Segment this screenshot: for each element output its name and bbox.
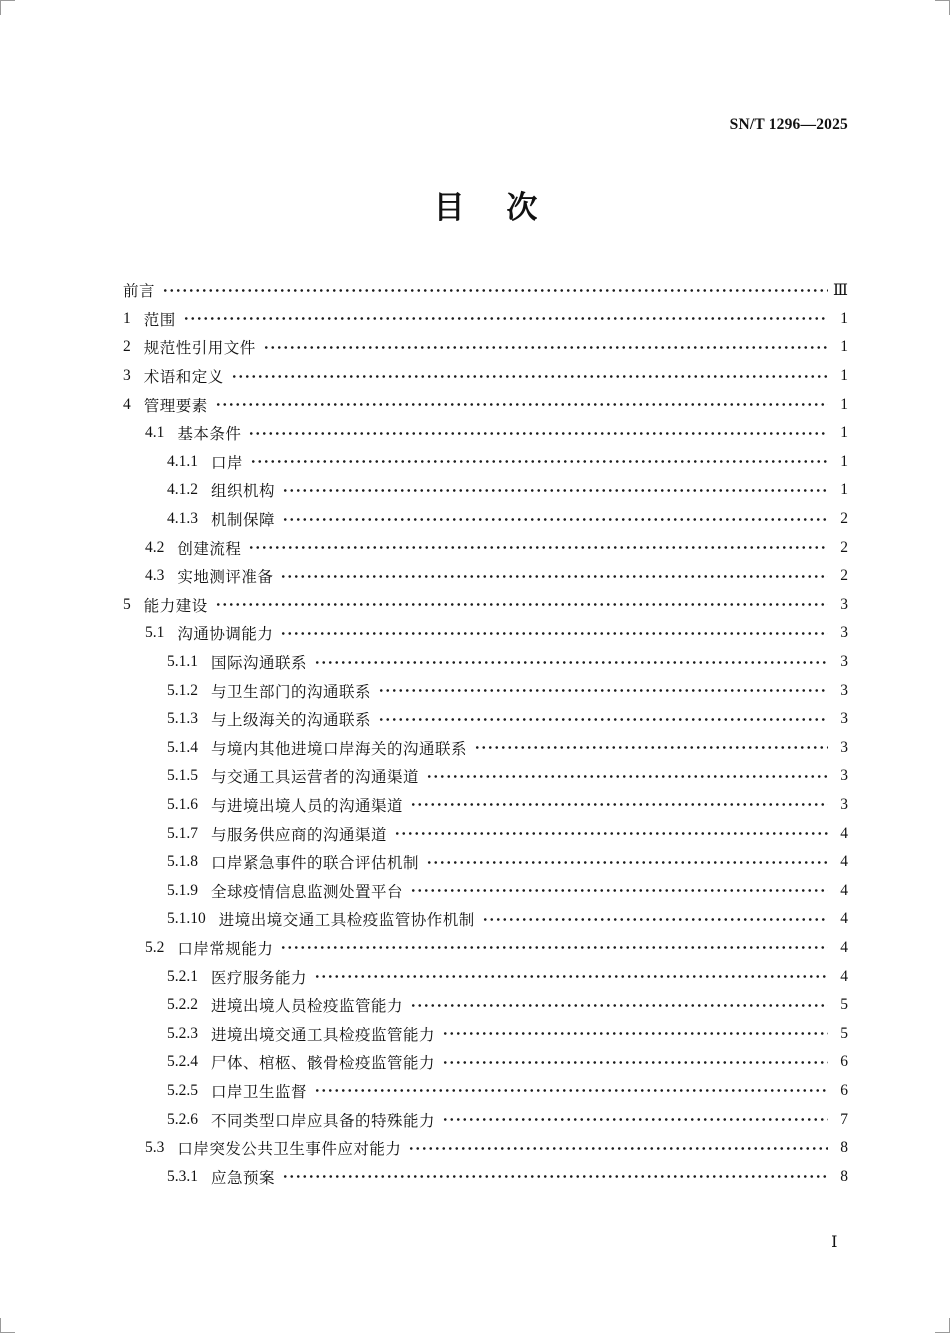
dot-leader (394, 826, 828, 841)
toc-entry-number: 2 (123, 338, 131, 356)
toc-entry-label: 与进境出境人员的沟通渠道 (211, 797, 404, 815)
corner-mark (935, 0, 950, 15)
toc-entry-label: 口岸常规能力 (177, 940, 274, 958)
dot-leader (410, 883, 828, 898)
dot-leader (280, 626, 828, 641)
toc-entry-number: 5.3.1 (167, 1167, 198, 1185)
dot-leader (482, 912, 828, 927)
toc-entry[interactable] (123, 848, 848, 877)
toc-entry-label: 口岸 (211, 454, 244, 472)
toc-entry-label: 口岸突发公共卫生事件应对能力 (177, 1141, 402, 1159)
toc-page-number: 3 (840, 710, 848, 728)
toc-entry-number: 5.3 (145, 1139, 165, 1157)
toc-entry-number: 5.2.3 (167, 1024, 198, 1042)
toc-entry[interactable] (123, 1077, 848, 1106)
dot-leader (282, 1169, 828, 1184)
toc-entry-number: 5.1.6 (167, 795, 198, 813)
dot-leader (378, 683, 828, 698)
toc-entry[interactable] (123, 1134, 848, 1163)
toc-entry-number: 5.2.4 (167, 1053, 198, 1071)
toc-entry-number: 5 (123, 595, 131, 613)
dot-leader (215, 597, 828, 612)
toc-page-number: 4 (840, 910, 848, 928)
toc-page-number: 1 (840, 481, 848, 499)
toc-page-number: 4 (840, 967, 848, 985)
dot-leader (410, 998, 828, 1013)
toc-entry-number: 3 (123, 367, 131, 385)
toc-page-number: 3 (840, 595, 848, 613)
dot-leader (314, 1083, 828, 1098)
dot-leader (410, 797, 828, 812)
page-title: 目次 (433, 190, 580, 225)
toc-entry[interactable] (123, 333, 848, 362)
toc-entry-number: 5.1 (145, 624, 165, 642)
toc-entry-number: 4.1.2 (167, 481, 198, 499)
dot-leader (314, 655, 828, 670)
dot-leader (314, 969, 828, 984)
toc-entry[interactable] (123, 533, 848, 562)
corner-mark (0, 0, 15, 15)
toc-entry-number: 1 (123, 309, 131, 327)
toc-entry-label: 国际沟通联系 (211, 655, 308, 673)
dot-leader (231, 369, 828, 384)
page-number: Ⅰ (831, 1234, 838, 1251)
toc-entry-number: 5.1.8 (167, 853, 198, 871)
toc-entry[interactable] (123, 791, 848, 820)
dot-leader (280, 940, 828, 955)
toc-entry-number: 5.1.1 (167, 653, 198, 671)
toc-entry-label: 口岸紧急事件的联合评估机制 (211, 855, 420, 873)
toc-page-number: 1 (840, 424, 848, 442)
toc-entry-label: 口岸卫生监督 (211, 1083, 308, 1101)
toc-page-number: 7 (840, 1110, 848, 1128)
toc-entry-number: 4.1.3 (167, 510, 198, 528)
toc-entry-number: 4.3 (145, 567, 165, 585)
toc-entry[interactable] (123, 619, 848, 648)
toc-entry-label: 组织机构 (211, 483, 276, 501)
toc-page-number: 4 (840, 853, 848, 871)
toc-entry-number: 5.1.3 (167, 710, 198, 728)
toc-page-number: 1 (840, 309, 848, 327)
toc-entry-number: 5.2.2 (167, 996, 198, 1014)
toc-entry[interactable] (123, 476, 848, 505)
toc-page-number: 3 (840, 767, 848, 785)
toc-page-number: 1 (840, 452, 848, 470)
toc-entry[interactable] (123, 390, 848, 419)
toc-entry-label: 尸体、棺柩、骸骨检疫监管能力 (211, 1055, 436, 1073)
toc-page-number: 6 (840, 1053, 848, 1071)
dot-leader (442, 1026, 828, 1041)
toc-entry-number: 5.1.9 (167, 881, 198, 899)
toc-entry-label: 医疗服务能力 (211, 969, 308, 987)
toc-entry-label: 与卫生部门的沟通联系 (211, 683, 372, 701)
dot-leader (248, 426, 828, 441)
toc-page-number: 3 (840, 624, 848, 642)
doc-number: SN/T 1296—2025 (729, 116, 848, 133)
toc-entry-number: 5.1.2 (167, 681, 198, 699)
toc-page-number: 3 (840, 681, 848, 699)
toc-entry[interactable] (123, 362, 848, 391)
dot-leader (378, 712, 828, 727)
toc-entry-label: 沟通协调能力 (177, 626, 274, 644)
toc-page-number: 3 (840, 795, 848, 813)
toc-entry-label: 不同类型口岸应具备的特殊能力 (211, 1112, 436, 1130)
toc-entry[interactable] (123, 448, 848, 477)
toc-entry-label: 术语和定义 (143, 369, 224, 387)
toc-entry-label: 进境出境交通工具检疫监管能力 (211, 1026, 436, 1044)
toc-entry[interactable] (123, 505, 848, 534)
toc-entry[interactable] (123, 1162, 848, 1191)
toc-entry-number: 5.2.6 (167, 1110, 198, 1128)
toc-entry-number: 5.2.5 (167, 1081, 198, 1099)
dot-leader (263, 340, 828, 355)
dot-leader (408, 1141, 828, 1156)
toc-page-number: 4 (840, 881, 848, 899)
toc-page-number: 1 (840, 367, 848, 385)
toc-entry[interactable] (123, 1105, 848, 1134)
toc-entry-number: 5.1.4 (167, 738, 198, 756)
toc-entry[interactable] (123, 562, 848, 591)
toc-entry-number: 5.1.5 (167, 767, 198, 785)
toc-entry[interactable] (123, 905, 848, 934)
toc-entry-number: 5.2.1 (167, 967, 198, 985)
toc-page-number: 6 (840, 1081, 848, 1099)
toc-entry-label: 范围 (143, 311, 176, 329)
corner-mark (0, 1318, 15, 1333)
dot-leader (474, 740, 828, 755)
toc-entry[interactable] (123, 305, 848, 334)
toc-entry-label: 规范性引用文件 (143, 340, 256, 358)
toc-entry-number: 5.1.7 (167, 824, 198, 842)
toc-entry-number: 5.1.10 (167, 910, 206, 928)
toc-page-number: 1 (840, 395, 848, 413)
toc-page-number: 1 (840, 338, 848, 356)
dot-leader (426, 855, 828, 870)
toc-entry[interactable] (123, 276, 848, 305)
toc-entry[interactable] (123, 648, 848, 677)
toc-page-number: 3 (840, 738, 848, 756)
toc-entry-label: 基本条件 (177, 426, 242, 444)
toc-entry-label: 能力建设 (143, 597, 208, 615)
toc-entry-label: 与交通工具运营者的沟通渠道 (211, 769, 420, 787)
toc-entry-label: 机制保障 (211, 512, 276, 530)
toc-page-number: Ⅲ (833, 281, 848, 299)
dot-leader (282, 512, 828, 527)
toc-entry[interactable] (123, 962, 848, 991)
toc-entry[interactable] (123, 1019, 848, 1048)
toc-entry[interactable] (123, 991, 848, 1020)
toc-entry-number: 4.1.1 (167, 452, 198, 470)
toc-entry-number: 4 (123, 395, 131, 413)
toc-entry[interactable] (123, 934, 848, 963)
toc-entry[interactable] (123, 819, 848, 848)
toc-page-number: 2 (840, 510, 848, 528)
toc-page-number: 5 (840, 996, 848, 1014)
toc-entry-label: 创建流程 (177, 540, 242, 558)
toc-page-number: 4 (840, 824, 848, 842)
dot-leader (426, 769, 828, 784)
toc-entry-label: 与服务供应商的沟通渠道 (211, 826, 388, 844)
toc-entry-label: 实地测评准备 (177, 569, 274, 587)
dot-leader (162, 283, 828, 298)
toc-page-number: 2 (840, 567, 848, 585)
dot-leader (248, 540, 828, 555)
toc-entry[interactable] (123, 676, 848, 705)
dot-leader (250, 454, 828, 469)
toc-entry-label: 应急预案 (211, 1169, 276, 1187)
dot-leader (282, 483, 828, 498)
toc-entry[interactable] (123, 762, 848, 791)
dot-leader (442, 1055, 828, 1070)
toc-page-number: 3 (840, 653, 848, 671)
toc-entry[interactable] (123, 705, 848, 734)
toc-page-number: 8 (840, 1139, 848, 1157)
toc-entry-label: 进境出境交通工具检疫监管协作机制 (218, 912, 475, 930)
toc-list (123, 276, 848, 1191)
dot-leader (183, 311, 828, 326)
dot-leader (442, 1112, 828, 1127)
corner-mark (935, 1318, 950, 1333)
toc-entry[interactable] (123, 1048, 848, 1077)
toc-entry-label: 前言 (123, 283, 156, 301)
dot-leader (215, 397, 828, 412)
toc-entry-number: 4.1 (145, 424, 165, 442)
toc-page-number: 4 (840, 938, 848, 956)
toc-entry-label: 与境内其他进境口岸海关的沟通联系 (211, 740, 468, 758)
toc-entry[interactable] (123, 419, 848, 448)
toc-page-number: 2 (840, 538, 848, 556)
toc-entry-number: 4.2 (145, 538, 165, 556)
dot-leader (280, 569, 828, 584)
toc-entry[interactable] (123, 591, 848, 620)
toc-page-number: 5 (840, 1024, 848, 1042)
toc-entry-label: 全球疫情信息监测处置平台 (211, 883, 404, 901)
toc-entry[interactable] (123, 734, 848, 763)
toc-entry-number: 5.2 (145, 938, 165, 956)
toc-entry-label: 管理要素 (143, 397, 208, 415)
toc-entry-label: 与上级海关的沟通联系 (211, 712, 372, 730)
toc-page-number: 8 (840, 1167, 848, 1185)
toc-entry-label: 进境出境人员检疫监管能力 (211, 998, 404, 1016)
toc-entry[interactable] (123, 876, 848, 905)
